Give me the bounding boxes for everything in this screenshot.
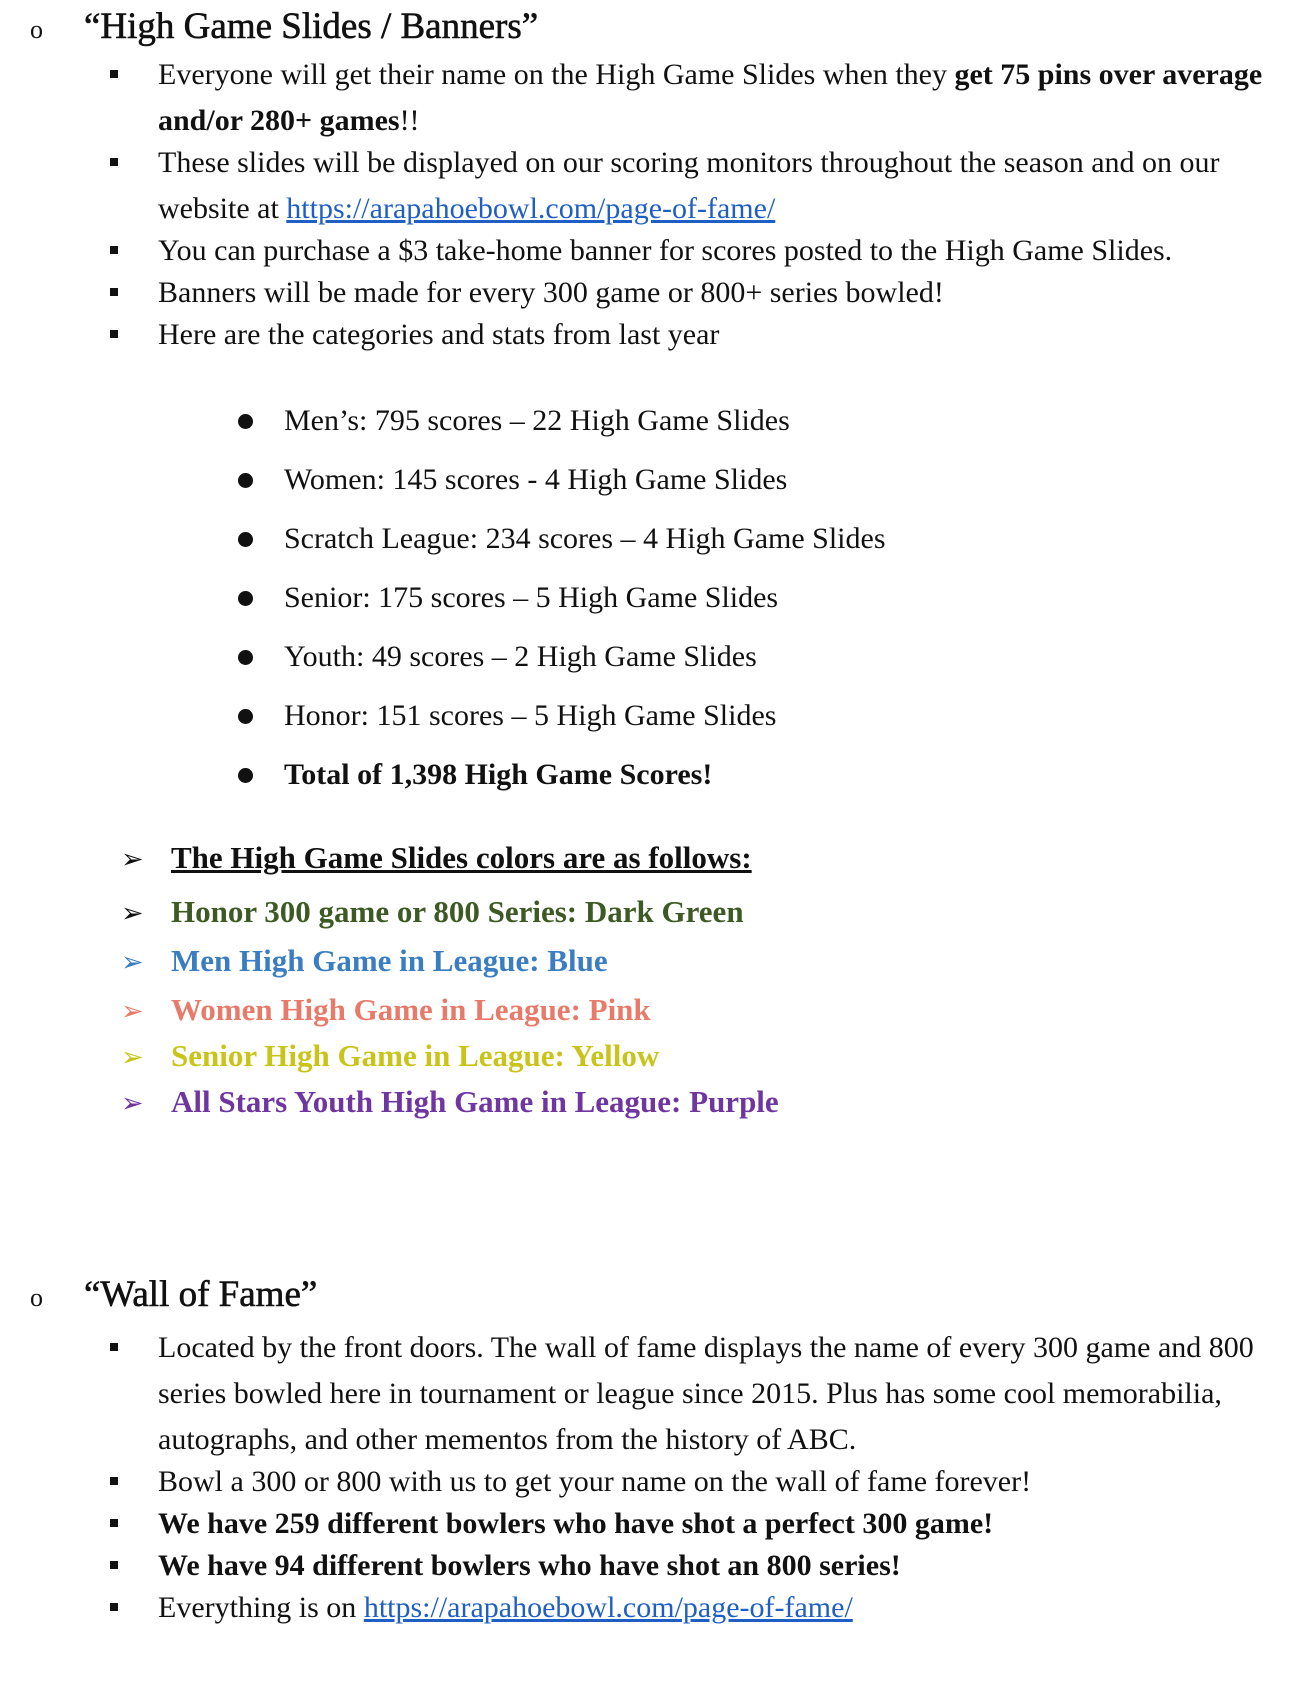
page-of-fame-link[interactable]: https://arapahoebowl.com/page-of-fame/ [286, 192, 776, 225]
item-text: You can purchase a $3 take-home banner for scores posted to the High Game Slides. [158, 234, 1173, 267]
dot-bullet-icon [238, 414, 253, 429]
stats-item-text: Senior: 175 scores – 5 High Game Slides [284, 581, 779, 614]
square-bullet-icon [110, 330, 118, 338]
item-text: Here are the categories and stats from last year [158, 318, 720, 351]
dot-bullet-icon [238, 532, 253, 547]
list-item [108, 270, 1298, 316]
item-text: Everything is on [158, 1591, 364, 1624]
dot-bullet-icon [238, 650, 253, 665]
stats-item-text: Youth: 49 scores – 2 High Game Slides [284, 640, 757, 673]
stats-item [236, 686, 886, 745]
item-text: Banners will be made for every 300 game or 800+ series bowled! [158, 276, 944, 309]
square-bullet-icon [110, 1603, 118, 1611]
arrow-bullet-icon: ➢ [121, 947, 144, 978]
square-bullet-icon [110, 246, 118, 254]
color-item-text: Senior High Game in League: Yellow [171, 1038, 660, 1073]
section-title: “Wall of Fame” [84, 1274, 318, 1315]
stats-item [236, 450, 886, 509]
stats-item-text: Men’s: 795 scores – 22 High Game Slides [284, 404, 790, 437]
page-of-fame-link[interactable]: https://arapahoebowl.com/page-of-fame/ [363, 1591, 853, 1624]
square-bullet-icon [110, 70, 118, 78]
high-game-slides-list [108, 52, 1298, 358]
list-item [108, 1459, 1298, 1505]
list-item [108, 1585, 1298, 1631]
square-bullet-icon [110, 158, 118, 166]
color-item-honor [121, 894, 744, 930]
stats-item [236, 391, 886, 450]
list-item [108, 1325, 1298, 1463]
stats-total-text: Total of 1,398 High Game Scores! [284, 758, 713, 791]
list-item [108, 1501, 1298, 1547]
color-item-senior [121, 1038, 659, 1074]
circle-bullet-icon: o [30, 14, 43, 44]
item-text: Located by the front doors. The wall of fame displays the name of every 300 game and 800 series bowled here in tournament or league since 2015. Plus has some cool memorabilia, autographs, and other mementos from the history of ABC. [158, 1331, 1254, 1456]
square-bullet-icon [110, 1561, 118, 1569]
dot-bullet-icon [238, 768, 253, 783]
section-heading-high-game-slides [30, 6, 538, 51]
item-text-end: !! [399, 104, 420, 137]
item-bold-text: We have 259 different bowlers who have shot a perfect 300 game! [158, 1507, 994, 1540]
item-bold-text: We have 94 different bowlers who have shot an 800 series! [158, 1549, 901, 1582]
color-item-text: All Stars Youth High Game in League: Purple [171, 1084, 779, 1119]
wall-of-fame-list [108, 1325, 1298, 1631]
color-item-men [121, 943, 608, 979]
arrow-bullet-icon: ➢ [121, 1088, 144, 1119]
circle-bullet-icon: o [30, 1282, 43, 1312]
color-item-youth [121, 1084, 779, 1120]
square-bullet-icon [110, 288, 118, 296]
square-bullet-icon [110, 1519, 118, 1527]
section-title: “High Game Slides / Banners” [84, 6, 539, 47]
stats-list [236, 391, 886, 804]
dot-bullet-icon [238, 591, 253, 606]
stats-item [236, 568, 886, 627]
list-item [108, 1543, 1298, 1589]
stats-item-text: Women: 145 scores - 4 High Game Slides [284, 463, 788, 496]
item-text: Everyone will get their name on the High Game Slides when they [158, 58, 955, 91]
square-bullet-icon [110, 1343, 118, 1351]
item-bold-text: get 75 pins over average and/or 280+ games [158, 58, 1263, 137]
item-text: Bowl a 300 or 800 with us to get your name on the wall of fame forever! [158, 1465, 1032, 1498]
stats-item-text: Scratch League: 234 scores – 4 High Game Slides [284, 522, 886, 555]
square-bullet-icon [110, 1477, 118, 1485]
arrow-bullet-icon: ➢ [121, 996, 144, 1027]
section-heading-wall-of-fame [30, 1274, 317, 1319]
dot-bullet-icon [238, 473, 253, 488]
color-item-text: Men High Game in League: Blue [171, 943, 608, 978]
colors-heading-text: The High Game Slides colors are as follows: [171, 840, 752, 875]
color-item-text: Women High Game in League: Pink [171, 992, 651, 1027]
list-item [108, 228, 1298, 274]
stats-item [236, 627, 886, 686]
arrow-bullet-icon: ➢ [121, 844, 144, 875]
color-item-women [121, 992, 651, 1028]
arrow-bullet-icon: ➢ [121, 1042, 144, 1073]
list-item [108, 52, 1298, 144]
dot-bullet-icon [238, 709, 253, 724]
stats-item-text: Honor: 151 scores – 5 High Game Slides [284, 699, 777, 732]
stats-total-item [236, 745, 886, 804]
list-item [108, 312, 1298, 358]
stats-item [236, 509, 886, 568]
list-item [108, 140, 1298, 232]
color-item-text: Honor 300 game or 800 Series: Dark Green [171, 894, 744, 929]
item-text: These slides will be displayed on our scoring monitors throughout the season and on our website at [158, 146, 1220, 225]
colors-heading [121, 840, 752, 876]
arrow-bullet-icon: ➢ [121, 898, 144, 929]
